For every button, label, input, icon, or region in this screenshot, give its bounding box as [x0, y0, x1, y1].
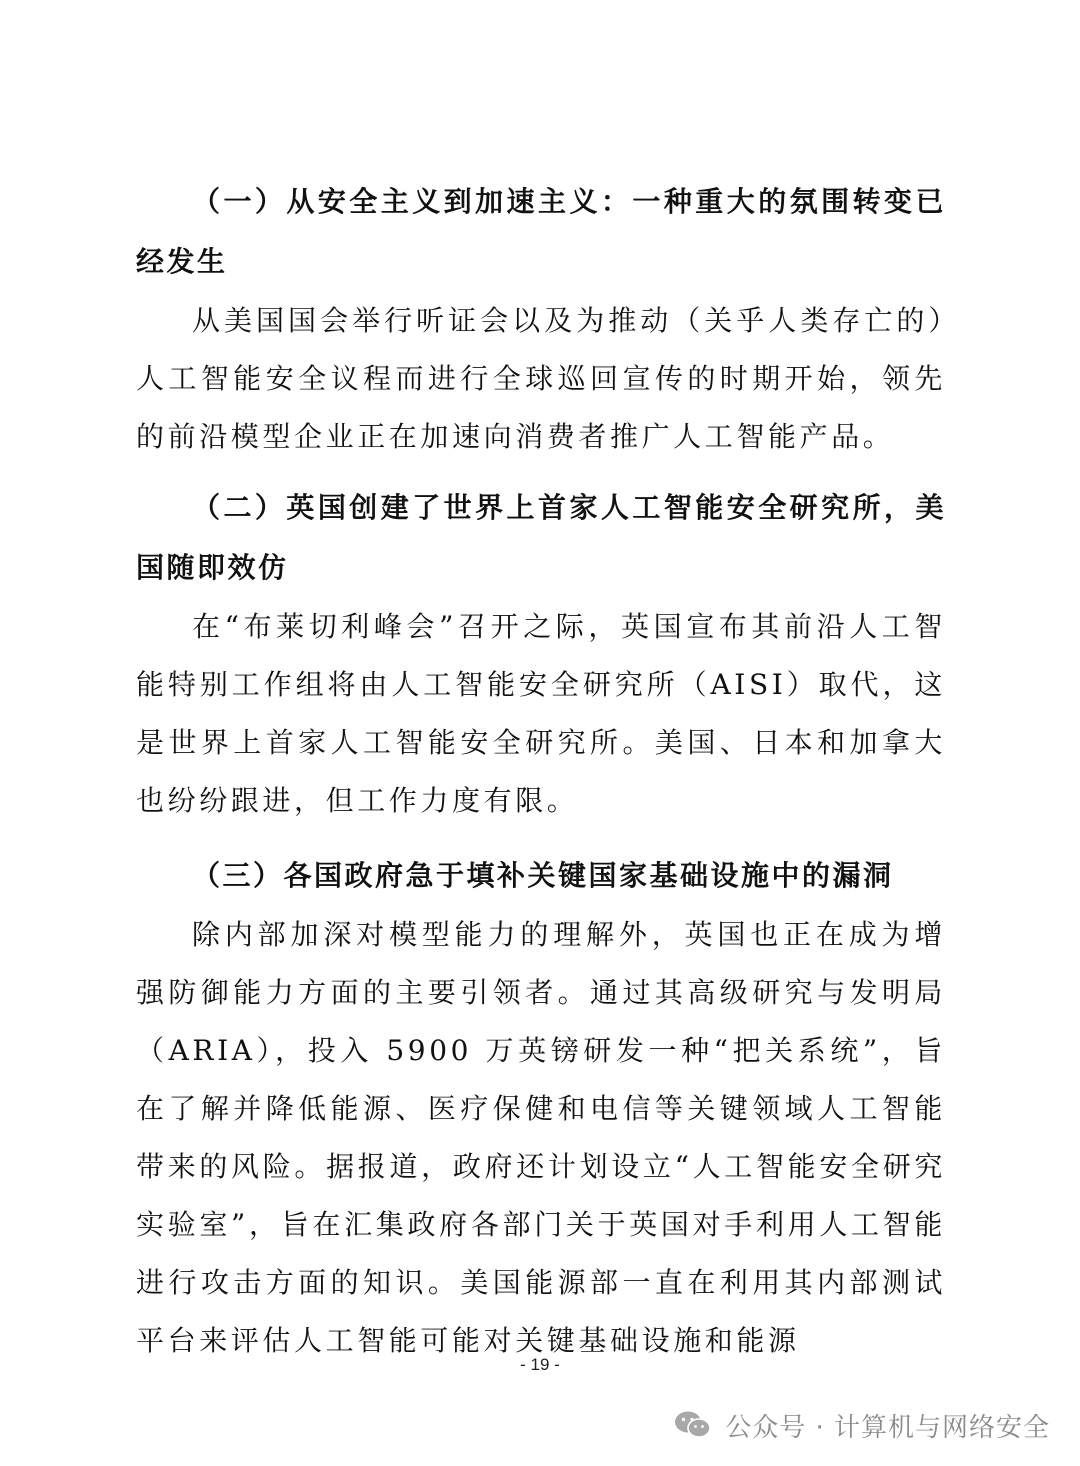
section-heading-3: （三）各国政府急于填补关键国家基础设施中的漏洞 [192, 859, 894, 892]
page-number: - 19 - [520, 1355, 560, 1374]
page-body [136, 172, 946, 1370]
wechat-icon [673, 1409, 713, 1441]
section-paragraph-2: 在“布莱切利峰会”召开之际，英国宣布其前沿人工智能特别工作组将由人工智能安全研究所（AISI）取代，这是世界上首家人工智能安全研究所。美国、日本和加拿大也纷纷跟进，但工作力度有限。 [136, 610, 946, 817]
section-paragraph-3: 除内部加深对模型能力的理解外，英国也正在成为增强防御能力方面的主要引领者。通过其高级研究与发明局（ARIA），投入 5900 万英镑研发一种“把关系统”，旨在了解并降低能源、医疗保健和电信等关键领域人工智能带来的风险。据报道，政府还计划设立“人工智能安全研究实验室”，旨在汇集政府各部门关于英国对手利用人工智能进行攻击方面的知识。美国能源部一直在利用其内部测试平台来评估人工智能可能对关键基础设施和能源 [136, 918, 946, 1357]
watermark [673, 1405, 1050, 1445]
section-heading-1: （一）从安全主义到加速主义：一种重大的氛围转变已经发生 [136, 185, 946, 278]
section-heading-2: （二）英国创建了世界上首家人工智能安全研究所，美国随即效仿 [136, 491, 946, 584]
watermark-text: 公众号 · 计算机与网络安全 [725, 1412, 1050, 1443]
section-paragraph-1: 从美国国会举行听证会以及为推动（关乎人类存亡的）人工智能安全议程而进行全球巡回宣传的时期开始，领先的前沿模型企业正在加速向消费者推广人工智能产品。 [136, 304, 946, 453]
